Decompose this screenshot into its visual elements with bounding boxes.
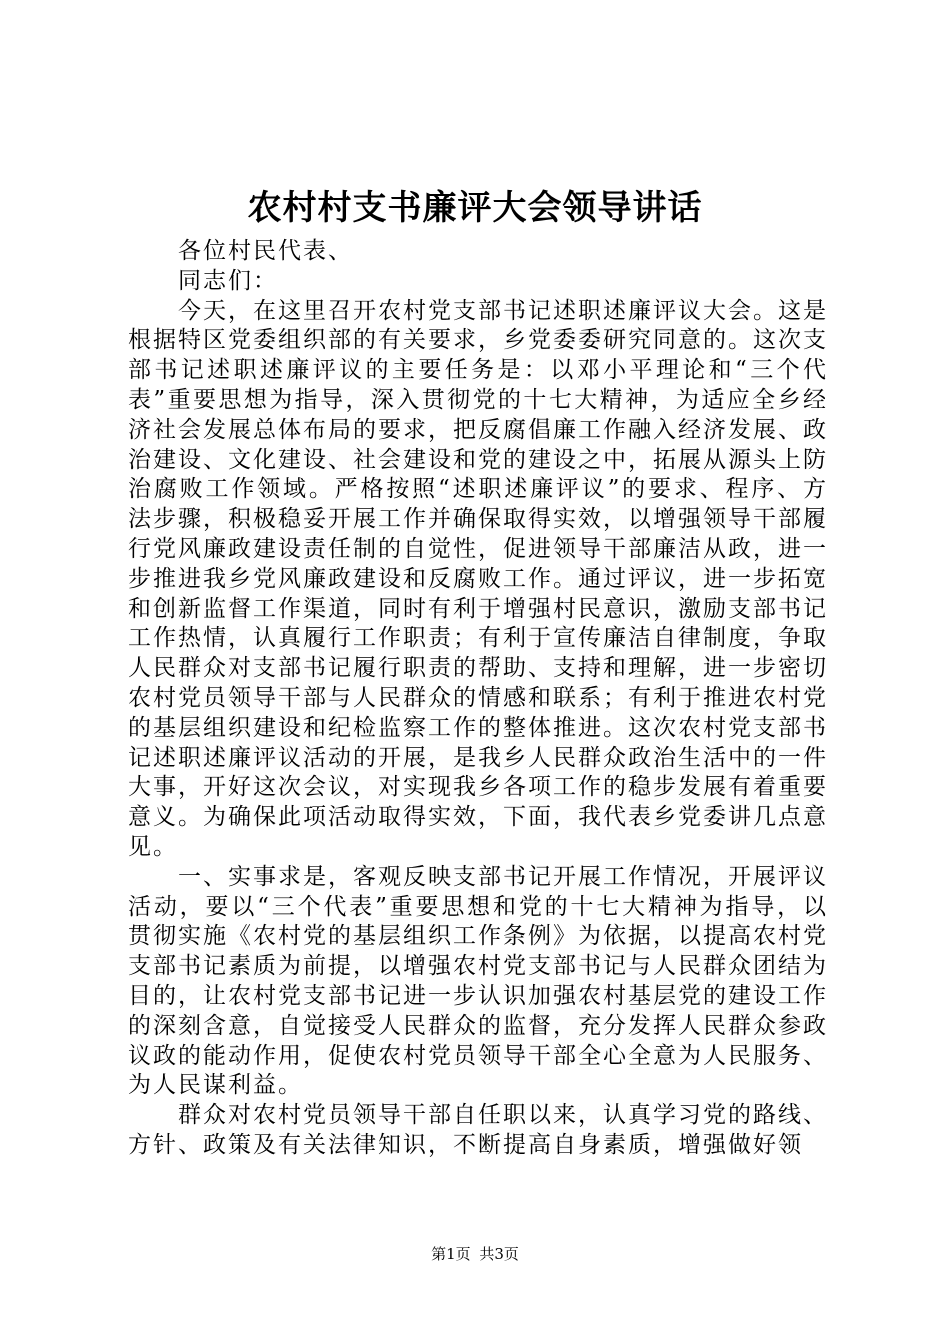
salutation-line-1: 各位村民代表、 — [178, 238, 353, 264]
document-body — [128, 237, 828, 1161]
page-number: 第1页 — [431, 1245, 471, 1263]
document-title: 农村村支书廉评大会领导讲话 — [247, 188, 703, 228]
page-total: 共3页 — [479, 1245, 519, 1263]
page-footer — [0, 1244, 950, 1264]
body-paragraph: 群众对农村党员领导干部自任职以来，认真学习党的路线、方针、政策及有关法律知识，不断提高自身素质，增强做好领 — [128, 1102, 828, 1158]
body-paragraph: 一、实事求是，客观反映支部书记开展工作情况，开展评议活动，要以“三个代表”重要思想和党的十七大精神为指导，以贯彻实施《农村党的基层组织工作条例》为依据，以提高农村党支部书记素质为前提，以增强农村党支部书记与人民群众团结为目的，让农村党支部书记进一步认识加强农村基层党的建设工作的深刻含意，自觉接受人民群众的监督，充分发挥人民群众参政议政的能动作用，促使农村党员领导干部全心全意为人民服务、为人民谋利益。 — [128, 863, 828, 1099]
body-paragraph: 今天，在这里召开农村党支部书记述职述廉评议大会。这是根据特区党委组织部的有关要求，乡党委委研究同意的。这次支部书记述职述廉评议的主要任务是：以邓小平理论和“三个代表”重要思想为指导，深入贯彻党的十七大精神，为适应全乡经济社会发展总体布局的要求，把反腐倡廉工作融入经济发展、政治建设、文化建设、社会建设和党的建设之中，拓展从源头上防治腐败工作领域。严格按照“述职述廉评议”的要求、程序、方法步骤，积极稳妥开展工作并确保取得实效，以增强领导干部履行党风廉政建设责任制的自觉性，促进领导干部廉洁从政，进一步推进我乡党风廉政建设和反腐败工作。通过评议，进一步拓宽和创新监督工作渠道，同时有利于增强村民意识，激励支部书记工作热情，认真履行工作职责；有利于宣传廉洁自律制度，争取人民群众对支部书记履行职责的帮助、支持和理解，进一步密切农村党员领导干部与人民群众的情感和联系；有利于推进农村党的基层组织建设和纪检监察工作的整体推进。这次农村党支部书记述职述廉评议活动的开展，是我乡人民群众政治生活中的一件大事，开好这次会议，对实现我乡各项工作的稳步发展有着重要意义。为确保此项活动取得实效，下面，我代表乡党委讲几点意见。 — [128, 297, 828, 860]
salutation-line-2: 同志们： — [178, 267, 278, 294]
